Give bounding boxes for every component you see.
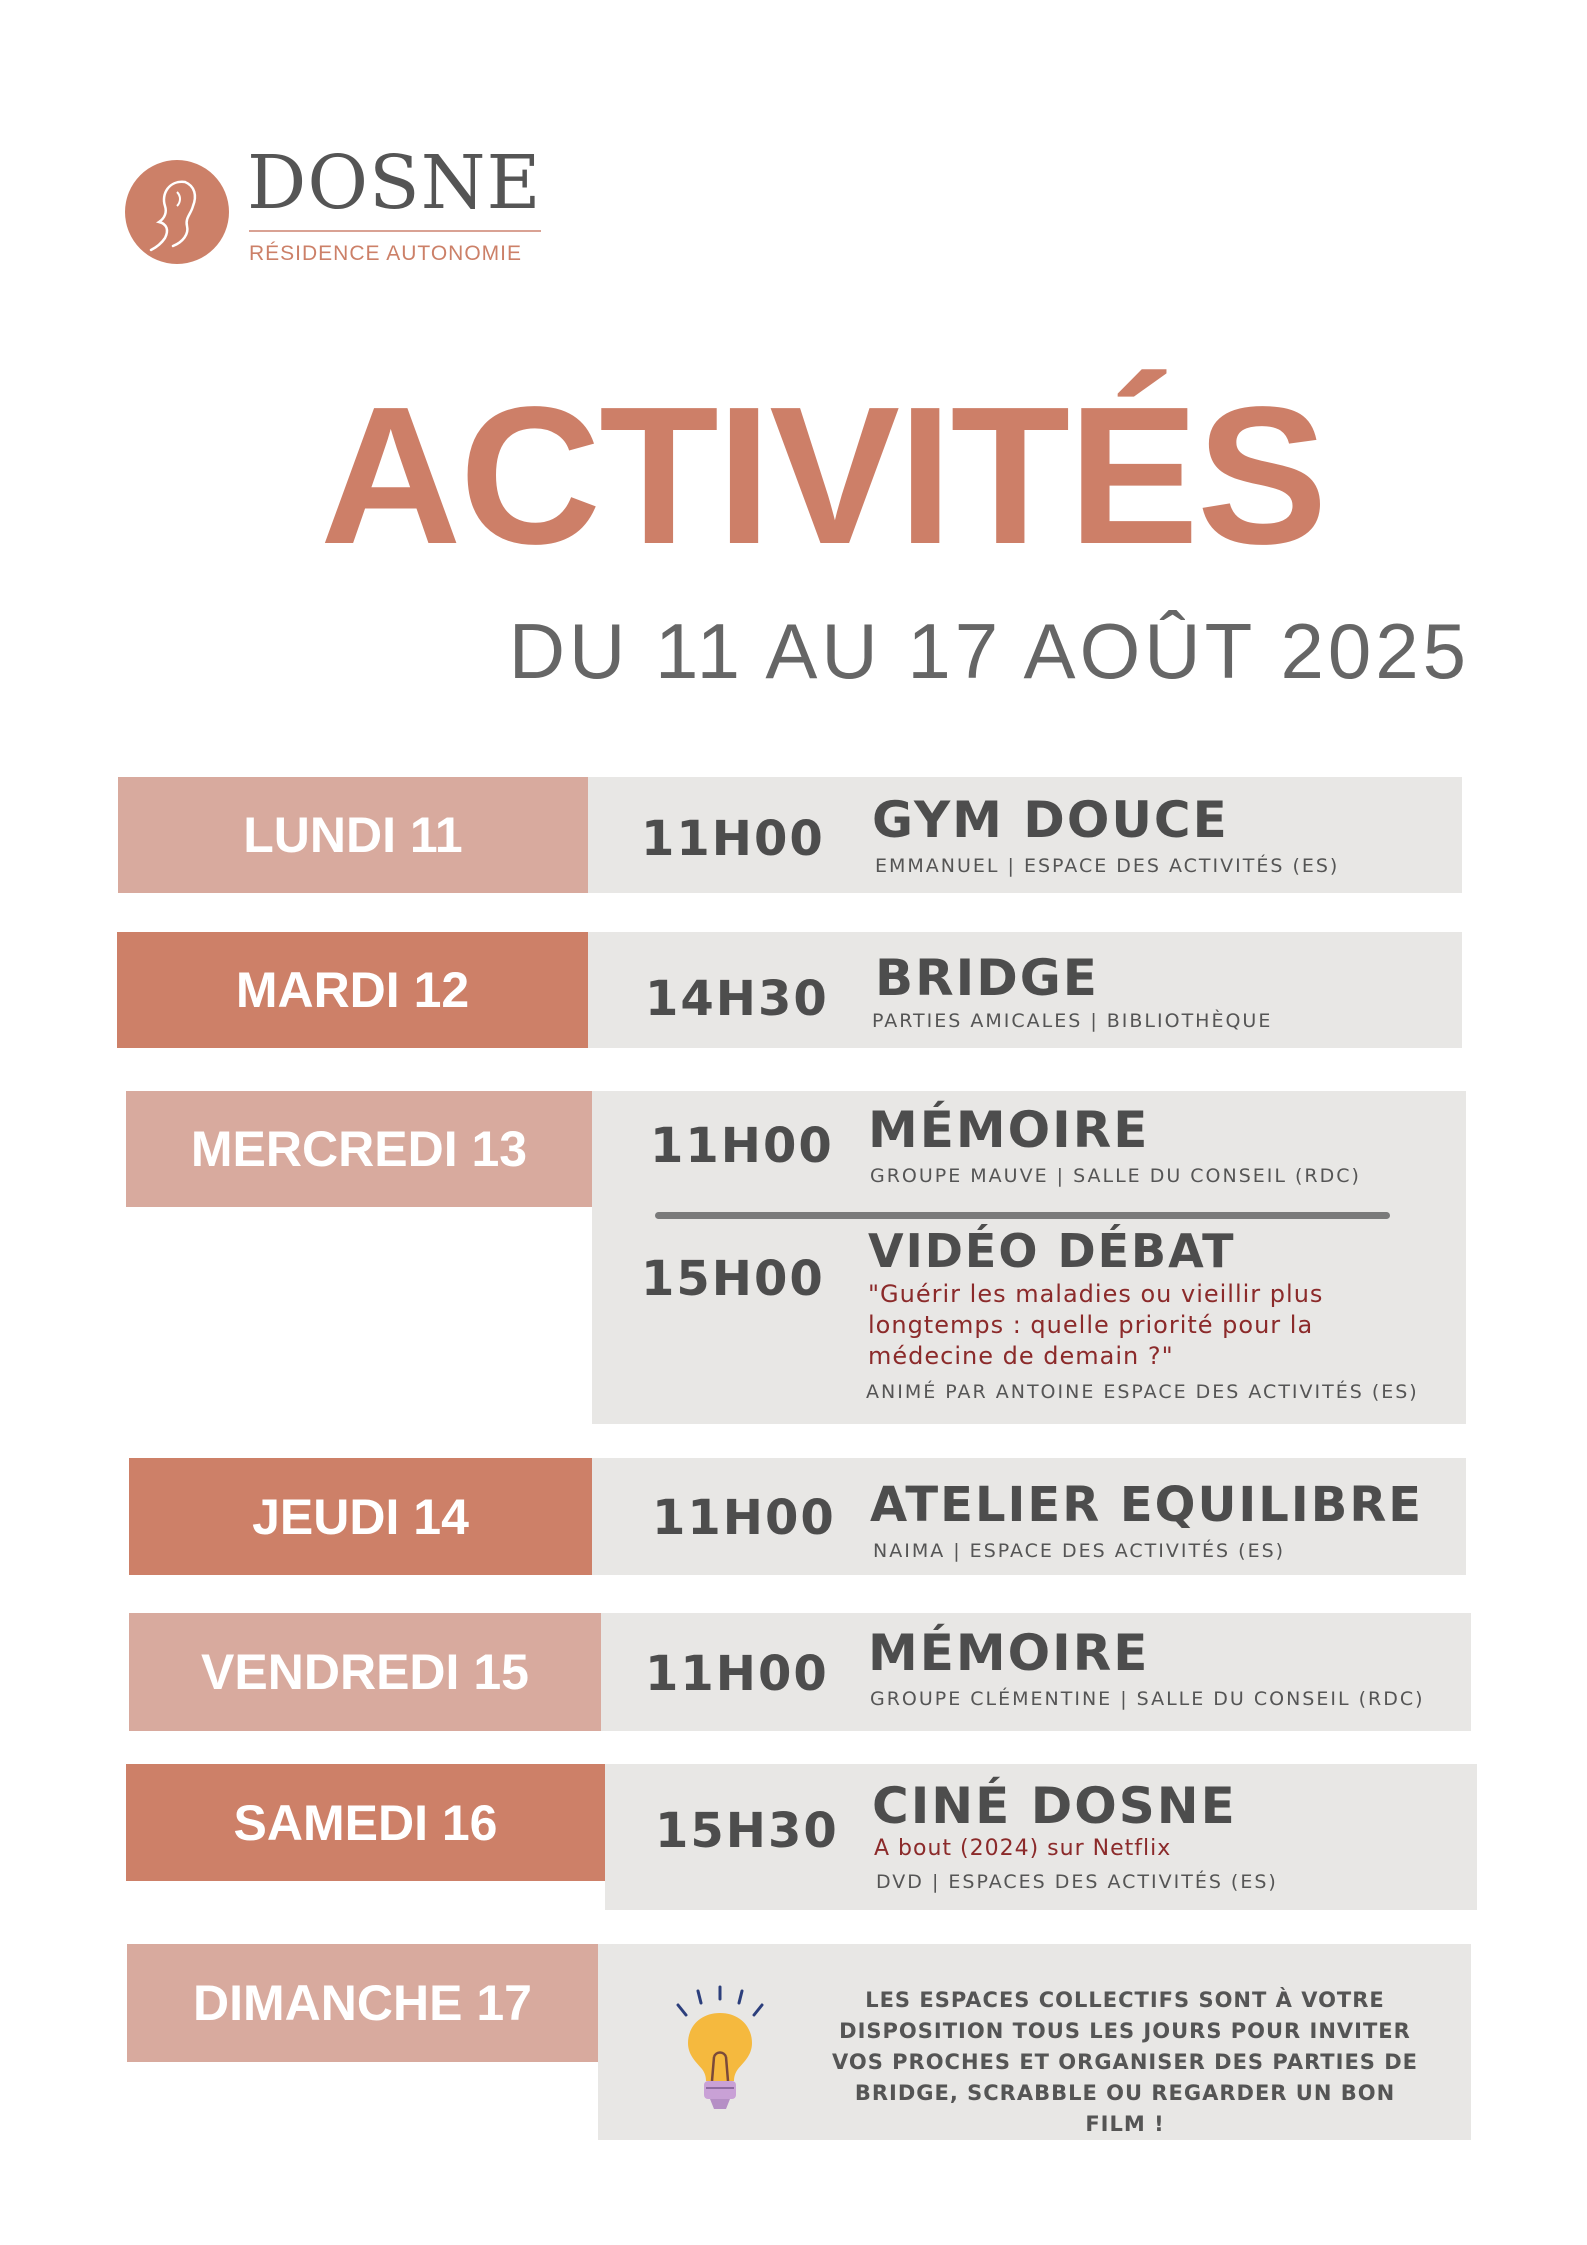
activity-info: NAIMA | ESPACE DES ACTIVITÉS (ES) (873, 1540, 1286, 1562)
activity-title: ATELIER EQUILIBRE (870, 1477, 1424, 1533)
activity-detail: A bout (2024) sur Netflix (874, 1836, 1172, 1861)
quote-line: médecine de demain ?" (868, 1342, 1174, 1370)
day-label: MARDI 12 (117, 932, 588, 1048)
day-label: VENDREDI 15 (129, 1613, 601, 1731)
note-line: DISPOSITION TOUS LES JOURS POUR INVITER (839, 2019, 1411, 2043)
logo-divider (249, 230, 541, 232)
activity-quote (868, 1279, 1323, 1372)
activity-title: MÉMOIRE (868, 1101, 1150, 1159)
day-label: MERCREDI 13 (126, 1091, 592, 1207)
day-label: DIMANCHE 17 (127, 1944, 598, 2062)
day-label: LUNDI 11 (118, 777, 588, 893)
activity-time: 15H00 (641, 1251, 825, 1307)
activity-title: MÉMOIRE (868, 1624, 1150, 1682)
woman-profile-icon (125, 160, 229, 264)
activity-title: BRIDGE (875, 949, 1099, 1007)
activity-time: 11H00 (652, 1490, 836, 1546)
activity-info: GROUPE CLÉMENTINE | SALLE DU CONSEIL (RDC) (870, 1688, 1425, 1710)
quote-line: longtemps : quelle priorité pour la (868, 1311, 1314, 1339)
activity-time: 11H00 (650, 1118, 834, 1174)
activity-time: 14H30 (645, 971, 829, 1027)
activity-time: 15H30 (655, 1803, 839, 1859)
logo (125, 140, 545, 280)
page-title: ACTIVITÉS (320, 366, 1326, 585)
activity-title: GYM DOUCE (872, 791, 1229, 849)
logo-subtitle: RÉSIDENCE AUTONOMIE (249, 242, 522, 265)
note-line: VOS PROCHES ET ORGANISER DES PARTIES DE (831, 2050, 1419, 2074)
day-label: SAMEDI 16 (126, 1764, 605, 1881)
activity-info: ANIMÉ PAR ANTOINE ESPACE DES ACTIVITÉS (ES) (866, 1381, 1419, 1403)
activity-divider (655, 1212, 1390, 1219)
activity-title: CINÉ DOSNE (872, 1777, 1237, 1835)
note-line: FILM ! (1085, 2112, 1165, 2136)
activity-info: EMMANUEL | ESPACE DES ACTIVITÉS (ES) (875, 855, 1340, 877)
activity-time: 11H00 (645, 1646, 829, 1702)
note-line: BRIDGE, SCRABBLE OU REGARDER UN BON (854, 2081, 1396, 2105)
lightbulb-icon (670, 1985, 780, 2115)
page-subtitle: DU 11 AU 17 AOÛT 2025 (508, 607, 1470, 695)
info-note (820, 1985, 1430, 2140)
quote-line: "Guérir les maladies ou vieillir plus (868, 1280, 1324, 1308)
day-label: JEUDI 14 (129, 1458, 592, 1575)
activity-time: 11H00 (641, 811, 825, 867)
activity-info: PARTIES AMICALES | BIBLIOTHÈQUE (872, 1010, 1273, 1032)
activity-info: DVD | ESPACES DES ACTIVITÉS (ES) (876, 1871, 1278, 1893)
activity-title: VIDÉO DÉBAT (868, 1224, 1236, 1278)
activity-info: GROUPE MAUVE | SALLE DU CONSEIL (RDC) (870, 1165, 1361, 1187)
logo-name: DOSNE (247, 140, 542, 226)
note-line: LES ESPACES COLLECTIFS SONT À VOTRE (865, 1988, 1385, 2012)
